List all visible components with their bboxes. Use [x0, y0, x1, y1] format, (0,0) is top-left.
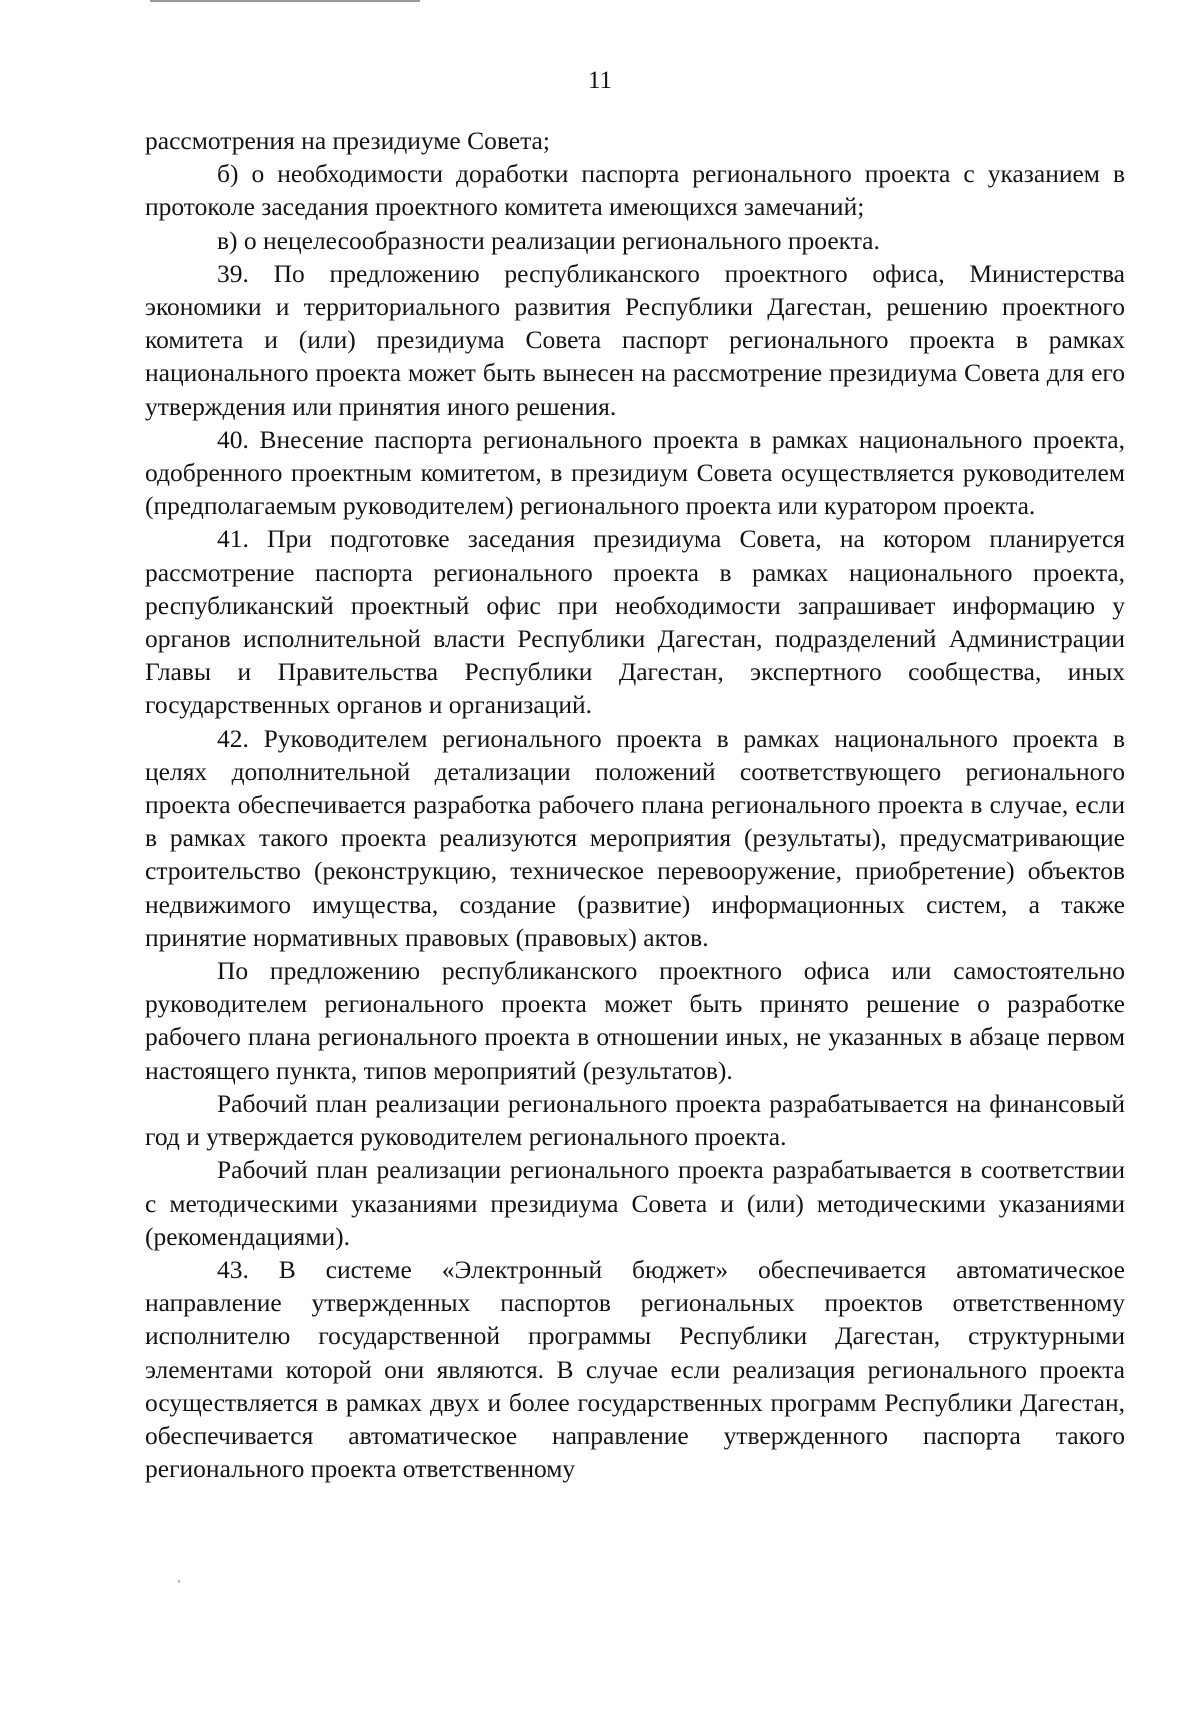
paragraph-42-part-2: По предложению республиканского проектного офиса или самостоятельно руководителем регионального проекта может быть принято решение о разработке рабочего плана регионального проекта в отношении иных, не указанных в абзаце первом настоящего пункта, типов мероприятий (результатов).	[145, 956, 1125, 1085]
paragraph-item-b: б) о необходимости доработки паспорта регионального проекта с указанием в протоколе заседания проектного комитета имеющихся замечаний;	[145, 159, 1125, 222]
paragraph-item-v: в) о нецелесообразности реализации регионального проекта.	[217, 225, 880, 255]
paragraph-42: 42. Руководителем регионального проекта в рамках национального проекта в целях дополнительной детализации положений соответствующего регионального проекта обеспечивается разработка рабочего плана регионального проекта в случае, если в рамках такого проекта реализуются мероприятия (результаты), предусматривающие строительство (реконструкцию, техническое перевооружение, приобретение) объектов недвижимого имущества, создание (развитие) информационных систем, а также принятие нормативных правовых (правовых) актов.	[145, 723, 1125, 952]
page-number: 11	[587, 67, 613, 94]
document-body	[145, 124, 1125, 1485]
paragraph-continuation: рассмотрения на президиуме Совета;	[145, 126, 550, 155]
paragraph-39: 39. По предложению республиканского проектного офиса, Министерства экономики и территориального развития Республики Дагестан, решению проектного комитета и (или) президиума Совета паспорт регионального проекта в рамках национального проекта может быть вынесен на рассмотрение президиума Совета для его утверждения или принятия иного решения.	[145, 258, 1125, 421]
paragraph-42-part-4: Рабочий план реализации регионального проекта разрабатывается в соответствии с методическими указаниями президиума Совета и (или) методическими указаниями (рекомендациями).	[145, 1155, 1125, 1251]
paragraph-40: 40. Внесение паспорта регионального проекта в рамках национального проекта, одобренного проектным комитетом, в президиум Совета осуществляется руководителем (предполагаемым руководителем) регионального проекта или куратором проекта.	[145, 424, 1125, 521]
scan-edge-line	[150, 0, 420, 2]
paragraph-41: 41. При подготовке заседания президиума Совета, на котором планируется рассмотрение паспорта регионального проекта в рамках национального проекта, республиканский проектный офис при необходимости запрашивает информацию у органов исполнительной власти Республики Дагестан, подразделений Администрации Главы и Правительства Республики Дагестан, экспертного сообщества, иных государственных органов и организаций.	[145, 524, 1125, 720]
scan-speck	[178, 1580, 180, 1583]
paragraph-42-part-3: Рабочий план реализации регионального проекта разрабатывается на финансовый год и утверждается руководителем регионального проекта.	[145, 1088, 1125, 1152]
paragraph-43: 43. В системе «Электронный бюджет» обеспечивается автоматическое направление утвержденных паспортов региональных проектов ответственному исполнителю государственной программы Республики Дагестан, структурными элементами которой они являются. В случае если реализация регионального проекта осуществляется в рамках двух и более государственных программ Республики Дагестан, обеспечивается автоматическое направление утвержденного паспорта такого регионального проекта ответственному	[145, 1254, 1125, 1484]
